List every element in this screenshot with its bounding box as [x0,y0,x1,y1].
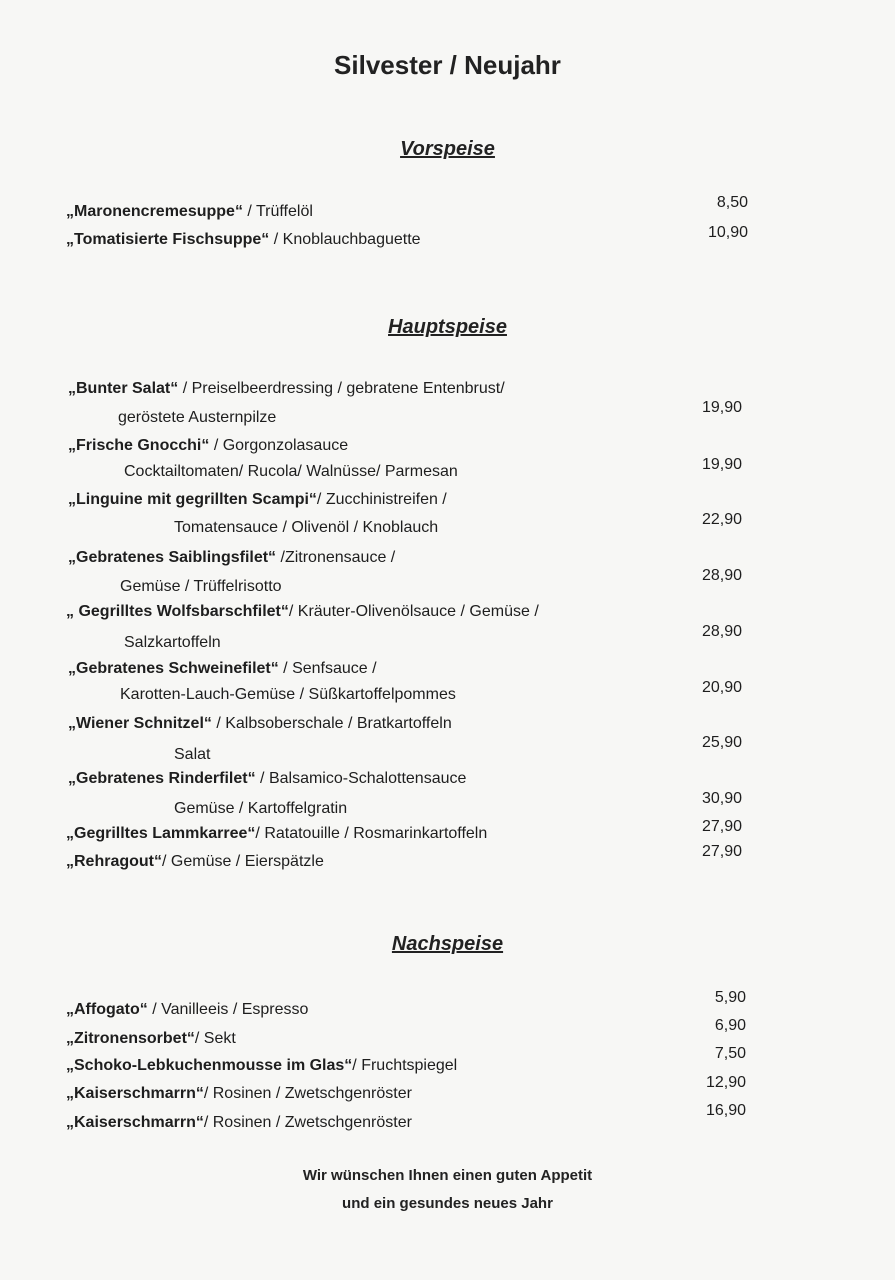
dish-price: 25,90 [701,734,742,751]
closing-message [0,1162,895,1218]
menu-item [68,549,395,567]
dish-description: / Balsamico-Schalottensauce [255,770,467,787]
dish-description: / Rosinen / Zwetschgenröster [203,1085,412,1102]
dish-description: / Kalbsoberschale / Bratkartoffeln [211,715,452,732]
dish-name: „Gebratenes Schweinefilet“ [68,660,279,677]
page-title: Silvester / Neujahr [334,50,561,80]
menu-item [66,231,421,249]
dish-price: 30,90 [701,790,742,807]
dish-price: 22,90 [701,511,742,528]
dish-name: „Frische Gnocchi“ [68,437,210,454]
dish-name: „Affogato“ [66,1001,148,1018]
section-heading-nachspeise: Nachspeise [391,933,504,955]
dish-description: / Fruchtspiegel [352,1057,458,1074]
dish-name: „Gebratenes Saiblingsfilet“ [68,549,277,566]
dish-price: 6,90 [714,1017,746,1034]
dish-description-continued: Tomatensauce / Olivenöl / Knoblauch [174,519,439,536]
menu-item [66,1030,236,1048]
dish-description: / Gemüse / Eierspätzle [162,853,324,870]
menu-item [68,491,447,509]
dish-description: / Vanilleeis / Espresso [147,1001,309,1018]
dish-name: „Gebratenes Rinderfilet“ [68,770,256,787]
dish-description: / Trüffelöl [242,203,313,220]
dish-description: / Kräuter-Olivenölsauce / Gemüse / [288,603,539,620]
dish-description: / Rosinen / Zwetschgenröster [203,1114,412,1131]
closing-line-1: Wir wünschen Ihnen einen guten Appetit [302,1167,593,1184]
menu-item [68,437,348,455]
dish-name: „Zitronensorbet“ [66,1030,195,1047]
dish-price: 20,90 [701,679,742,696]
section-heading-hauptspeise: Hauptspeise [388,316,507,338]
dish-name: „Kaiserschmarrn“ [66,1085,204,1102]
menu-item [66,203,313,221]
menu-item [66,825,487,843]
dish-description-continued: Salat [174,746,211,763]
menu-item [66,1114,412,1132]
dish-description: /Zitronensauce / [276,549,396,566]
dish-price: 5,90 [714,989,746,1006]
dish-description: / Senfsauce / [278,660,377,677]
dish-description: / Sekt [194,1030,236,1047]
dish-price: 8,50 [716,194,748,211]
dish-price: 19,90 [701,456,742,473]
dish-description: / Preiselbeerdressing / gebratene Entenbrust/ [178,380,505,397]
dish-price: 27,90 [701,843,742,860]
dish-name: „Rehragout“ [66,853,162,870]
dish-description-continued: Salzkartoffeln [124,634,221,651]
dish-description: / Gorgonzolasauce [209,437,349,454]
dish-price: 7,50 [714,1045,746,1062]
dish-price: 28,90 [701,623,742,640]
dish-price: 16,90 [705,1102,746,1119]
dish-price: 28,90 [701,567,742,584]
dish-name: „Gegrilltes Lammkarree“ [66,825,256,842]
dish-name: „Bunter Salat“ [68,380,179,397]
menu-item [66,1057,457,1075]
dish-description: / Zucchinistreifen / [316,491,447,508]
dish-description-continued: geröstete Austernpilze [118,409,277,426]
dish-name: „Maronencremesuppe“ [66,203,243,220]
menu-item [68,715,452,733]
menu-item [66,1001,308,1019]
dish-price: 19,90 [701,399,742,416]
dish-price: 27,90 [701,818,742,835]
closing-line-2: und ein gesundes neues Jahr [342,1195,553,1212]
dish-name: „Kaiserschmarrn“ [66,1114,204,1131]
dish-name: „Linguine mit gegrillten Scampi“ [68,491,317,508]
dish-description: / Knoblauchbaguette [269,231,421,248]
dish-price: 12,90 [705,1074,746,1091]
menu-item [68,660,377,678]
menu-item [68,380,505,398]
dish-name: „Schoko-Lebkuchenmousse im Glas“ [66,1057,353,1074]
menu-item [66,1085,412,1103]
menu-item [66,853,324,871]
dish-name: „Wiener Schnitzel“ [68,715,212,732]
dish-price: 10,90 [707,224,748,241]
dish-name: „Tomatisierte Fischsuppe“ [66,231,270,248]
menu-item [66,603,539,621]
dish-description-continued: Karotten-Lauch-Gemüse / Süßkartoffelpommes [120,686,456,703]
section-heading-vorspeise: Vorspeise [400,138,495,160]
dish-description-continued: Gemüse / Trüffelrisotto [120,578,282,595]
dish-name: „ Gegrilltes Wolfsbarschfilet“ [66,603,289,620]
dish-description-continued: Gemüse / Kartoffelgratin [174,800,348,817]
menu-item [68,770,466,788]
dish-description-continued: Cocktailtomaten/ Rucola/ Walnüsse/ Parmesan [124,463,458,480]
dish-description: / Ratatouille / Rosmarinkartoffeln [255,825,488,842]
